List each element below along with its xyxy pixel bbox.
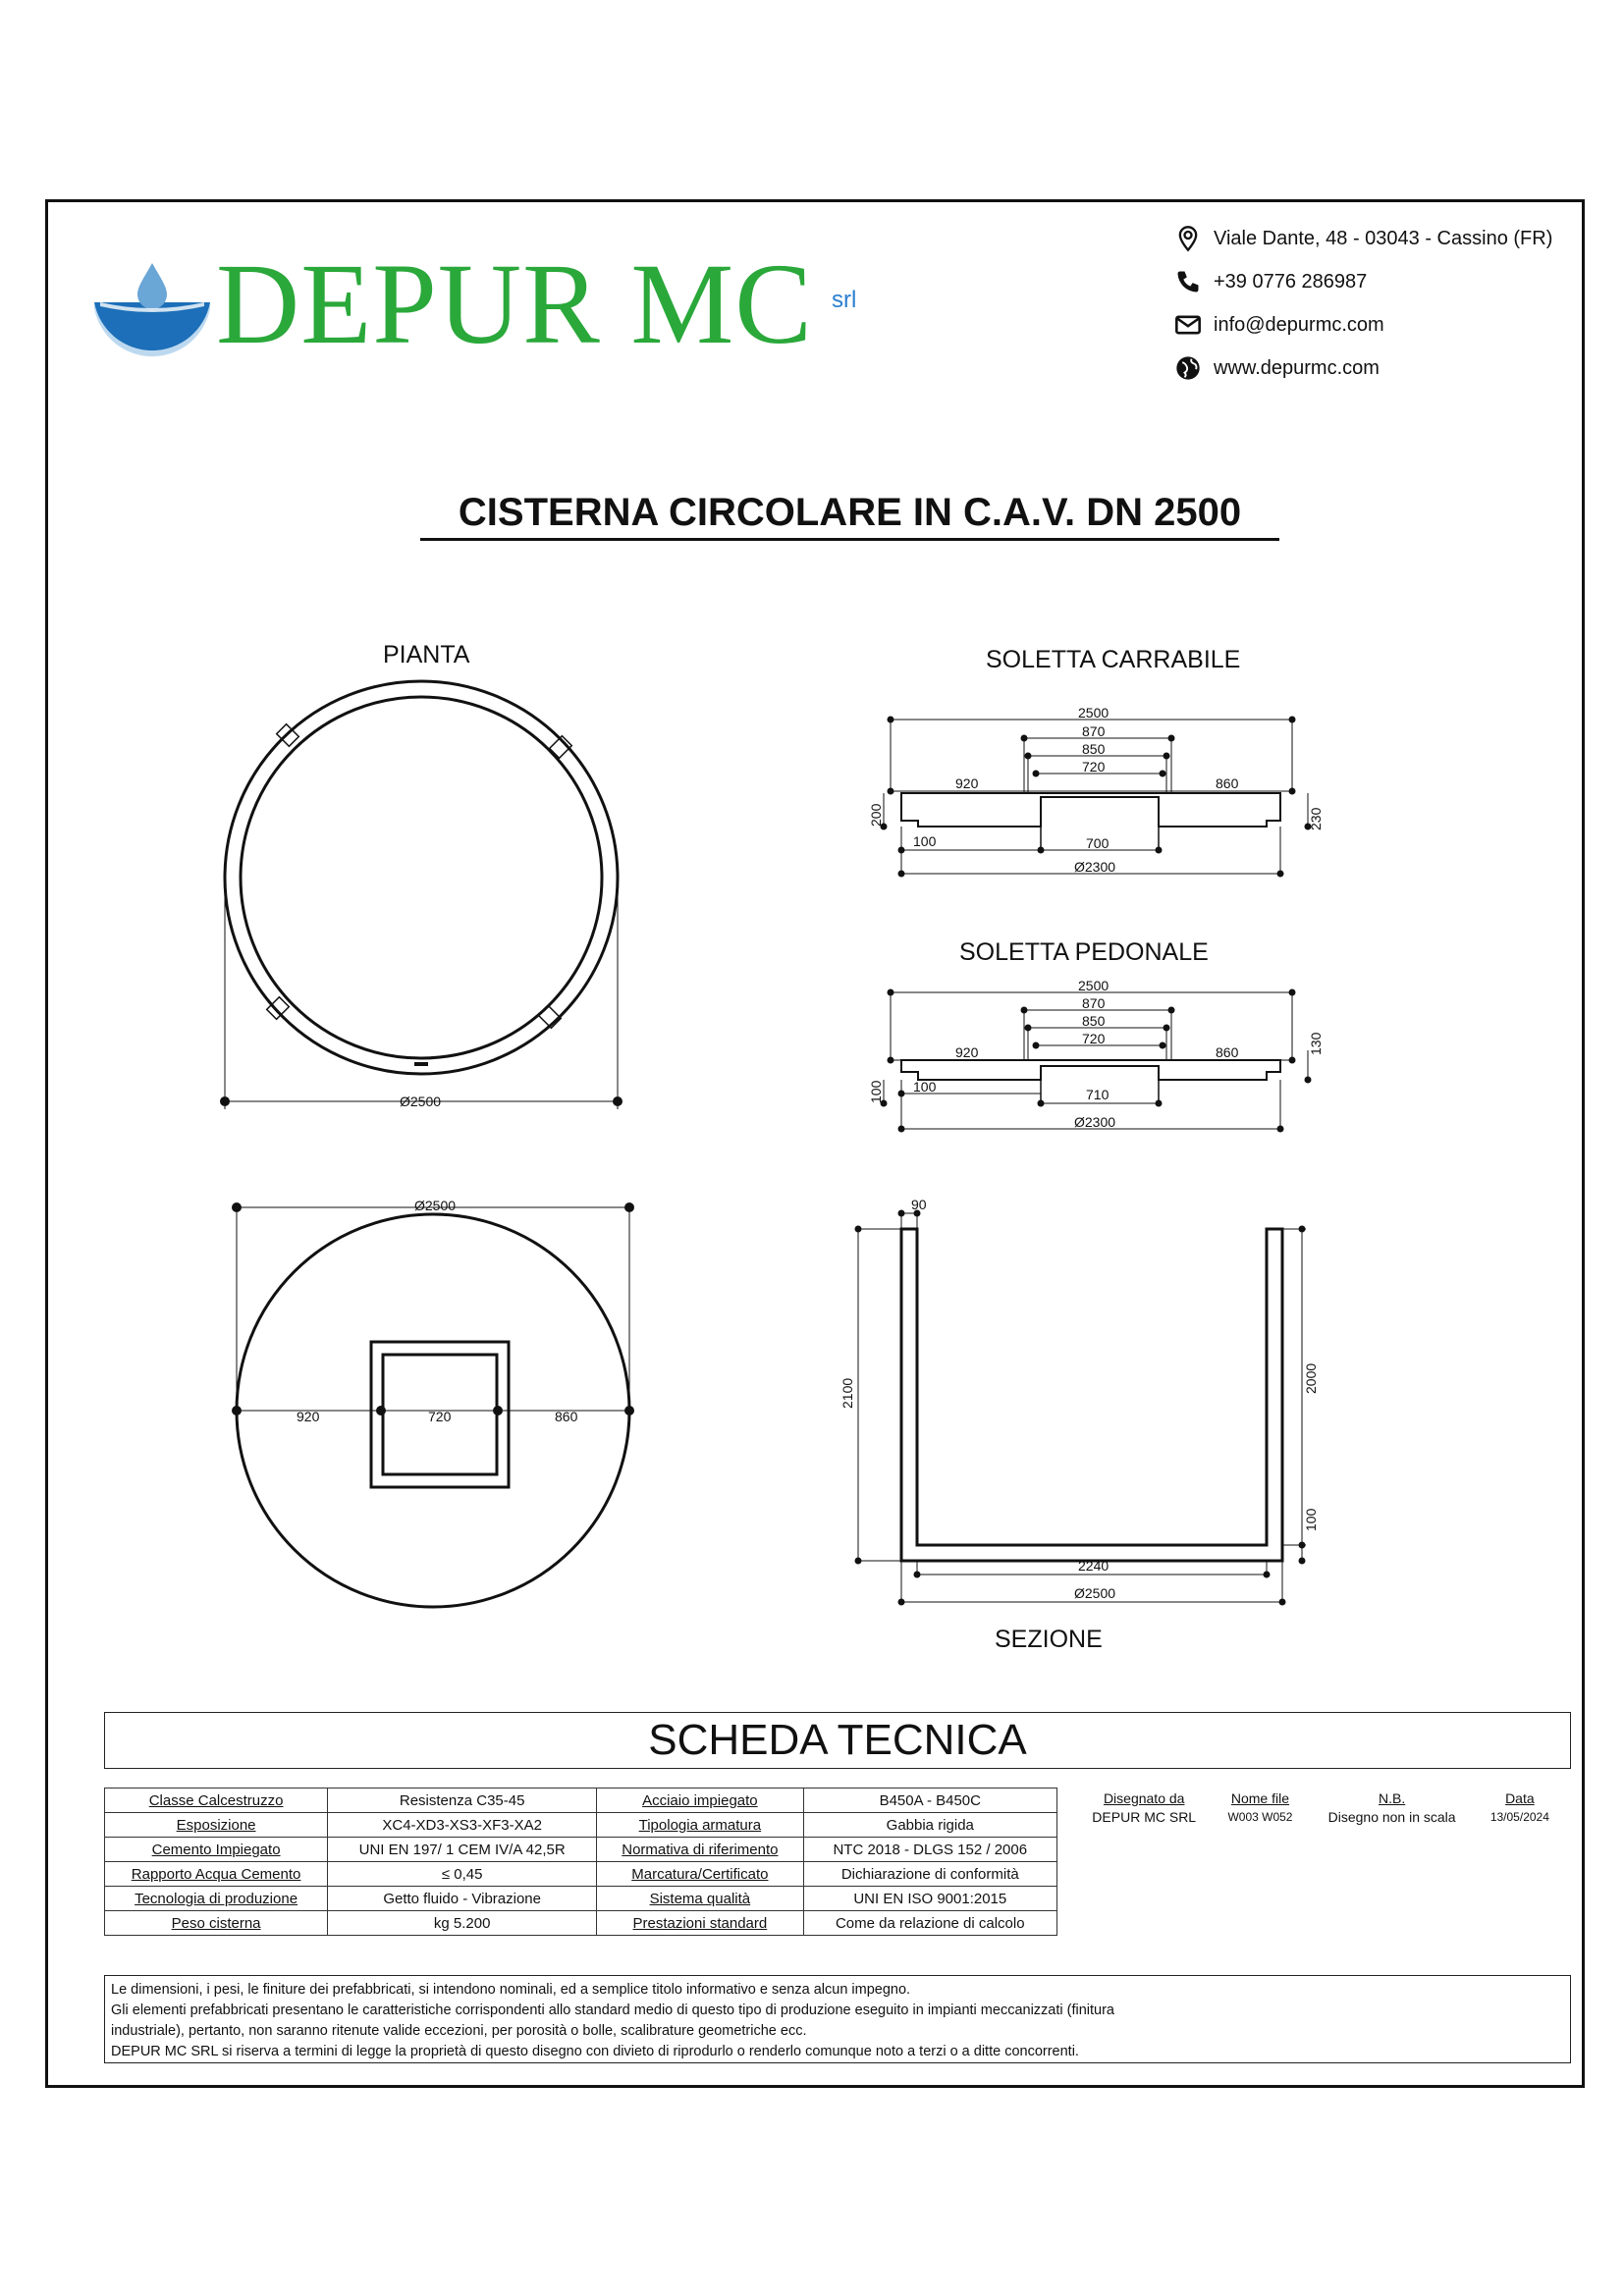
- phone-text: +39 0776 286987: [1214, 270, 1368, 293]
- spec-value: ≤ 0,45: [328, 1862, 597, 1887]
- note-line: DEPUR MC SRL si riserva a termini di legge la proprietà di questo disegno con divieto di riprodurlo o renderlo comunque noto a terzi o a ditte concorrenti.: [111, 2044, 1079, 2059]
- dim-sez-2000: 2000: [1303, 1362, 1319, 1394]
- label-soletta-pedonale: SOLETTA PEDONALE: [959, 938, 1209, 966]
- spec-row: [105, 1813, 1057, 1838]
- spec-key: Rapporto Acqua Cemento: [105, 1862, 328, 1887]
- spec-row: [105, 1789, 1057, 1813]
- dim-carr-230: 230: [1308, 807, 1324, 830]
- dim-plan2-left: 920: [297, 1409, 320, 1424]
- disclaimer-notes: [104, 1975, 1571, 2063]
- note-line: Le dimensioni, i pesi, le finiture dei prefabbricati, si intendono nominali, ed a semplice titolo informativo e senza alcun impegno.: [111, 1982, 911, 1998]
- spec-key: Classe Calcestruzzo: [105, 1789, 328, 1813]
- website-text: www.depurmc.com: [1214, 356, 1380, 379]
- drawing-info-table: [1073, 1789, 1561, 1827]
- spec-key: Prestazioni standard: [597, 1911, 803, 1936]
- plan-view-ring: [221, 681, 622, 1109]
- dim-carr-2300: Ø2300: [1074, 859, 1116, 875]
- company-name: DEPUR MC: [216, 240, 813, 368]
- spec-key: Cemento Impiegato: [105, 1838, 328, 1862]
- dim-ped-870: 870: [1082, 995, 1106, 1011]
- spec-key: Normativa di riferimento: [597, 1838, 803, 1862]
- spec-key: Marcatura/Certificato: [597, 1862, 803, 1887]
- spec-value: Getto fluido - Vibrazione: [328, 1887, 597, 1911]
- dim-carr-720: 720: [1082, 759, 1106, 774]
- dim-ped-100-vertical: 100: [868, 1080, 884, 1103]
- meta-date: 13/05/2024: [1489, 1810, 1549, 1824]
- spec-row: [105, 1862, 1057, 1887]
- dim-ped-860: 860: [1216, 1044, 1239, 1060]
- dim-ped-130: 130: [1308, 1032, 1324, 1055]
- dim-carr-920: 920: [955, 775, 979, 791]
- page-title: CISTERNA CIRCOLARE IN C.A.V. DN 2500: [420, 487, 1279, 541]
- dim-sez-2240: 2240: [1078, 1558, 1110, 1574]
- meta-drawn-by: DEPUR MC SRL: [1092, 1809, 1197, 1825]
- spec-value: NTC 2018 - DLGS 152 / 2006: [803, 1838, 1056, 1862]
- dim-carr-870: 870: [1082, 723, 1106, 739]
- spec-value: Gabbia rigida: [803, 1813, 1056, 1838]
- spec-table: [104, 1788, 1057, 1936]
- dim-pianta-diam: Ø2500: [400, 1094, 442, 1109]
- scheda-tecnica-title: SCHEDA TECNICA: [104, 1712, 1571, 1769]
- spec-key: Tipologia armatura: [597, 1813, 803, 1838]
- spec-row: [105, 1911, 1057, 1936]
- dim-carr-700: 700: [1086, 835, 1110, 851]
- spec-key: Peso cisterna: [105, 1911, 328, 1936]
- spec-value: Resistenza C35-45: [328, 1789, 597, 1813]
- dim-ped-720: 720: [1082, 1031, 1106, 1046]
- spec-value: Dichiarazione di conformità: [803, 1862, 1056, 1887]
- spec-row: [105, 1838, 1057, 1862]
- dim-carr-200: 200: [868, 803, 884, 827]
- spec-value: B450A - B450C: [803, 1789, 1056, 1813]
- dim-ped-2300: Ø2300: [1074, 1114, 1116, 1130]
- dim-ped-2500: 2500: [1078, 978, 1110, 993]
- dim-plan2-diam: Ø2500: [414, 1198, 457, 1213]
- dim-plan2-center: 720: [428, 1409, 452, 1424]
- dim-carr-100: 100: [913, 833, 937, 849]
- spec-value: XC4-XD3-XS3-XF3-XA2: [328, 1813, 597, 1838]
- label-pianta: PIANTA: [383, 641, 470, 668]
- meta-header-drawn-by: Disegnato da: [1103, 1790, 1185, 1806]
- dim-sez-90: 90: [911, 1197, 927, 1212]
- meta-file-name: W003 W052: [1227, 1810, 1293, 1824]
- dim-ped-710: 710: [1086, 1087, 1110, 1102]
- meta-header-date: Data: [1505, 1790, 1535, 1806]
- note-line: Gli elementi prefabbricati presentano le caratteristiche corrispondenti allo standard medio di questo tipo di produzione eseguito in impianti meccanizzati (finitura: [111, 2002, 1114, 2018]
- meta-header-nb: N.B.: [1378, 1790, 1406, 1806]
- spec-value: UNI EN ISO 9001:2015: [803, 1887, 1056, 1911]
- label-sezione: SEZIONE: [995, 1626, 1103, 1653]
- dim-ped-920: 920: [955, 1044, 979, 1060]
- spec-row: [105, 1887, 1057, 1911]
- spec-key: Sistema qualità: [597, 1887, 803, 1911]
- dim-sez-2500: Ø2500: [1074, 1585, 1116, 1601]
- dim-plan2-right: 860: [555, 1409, 578, 1424]
- dim-carr-2500: 2500: [1078, 705, 1110, 721]
- label-soletta-carrabile: SOLETTA CARRABILE: [986, 646, 1241, 673]
- spec-key: Acciaio impiegato: [597, 1789, 803, 1813]
- dim-carr-850: 850: [1082, 741, 1106, 757]
- spec-value: kg 5.200: [328, 1911, 597, 1936]
- address-text: Viale Dante, 48 - 03043 - Cassino (FR): [1214, 227, 1553, 249]
- dim-ped-850: 850: [1082, 1013, 1106, 1029]
- company-suffix: srl: [832, 287, 857, 313]
- dim-sez-2100: 2100: [839, 1377, 855, 1409]
- dim-carr-860: 860: [1216, 775, 1239, 791]
- spec-key: Tecnologia di produzione: [105, 1887, 328, 1911]
- meta-nb: Disegno non in scala: [1327, 1809, 1456, 1825]
- spec-value: Come da relazione di calcolo: [803, 1911, 1056, 1936]
- spec-key: Esposizione: [105, 1813, 328, 1838]
- note-line: industriale), pertanto, non saranno ritenute valide eccezioni, per porosità o bolle, scalibrature geometriche ecc.: [111, 2023, 807, 2039]
- email-text: info@depurmc.com: [1214, 313, 1384, 336]
- spec-value: UNI EN 197/ 1 CEM IV/A 42,5R: [328, 1838, 597, 1862]
- dim-ped-100-horizontal: 100: [913, 1079, 937, 1095]
- lid-plan-view: [233, 1203, 633, 1607]
- meta-header-file-name: Nome file: [1230, 1790, 1290, 1806]
- dim-sez-100: 100: [1303, 1508, 1319, 1531]
- section-view: [855, 1210, 1307, 1606]
